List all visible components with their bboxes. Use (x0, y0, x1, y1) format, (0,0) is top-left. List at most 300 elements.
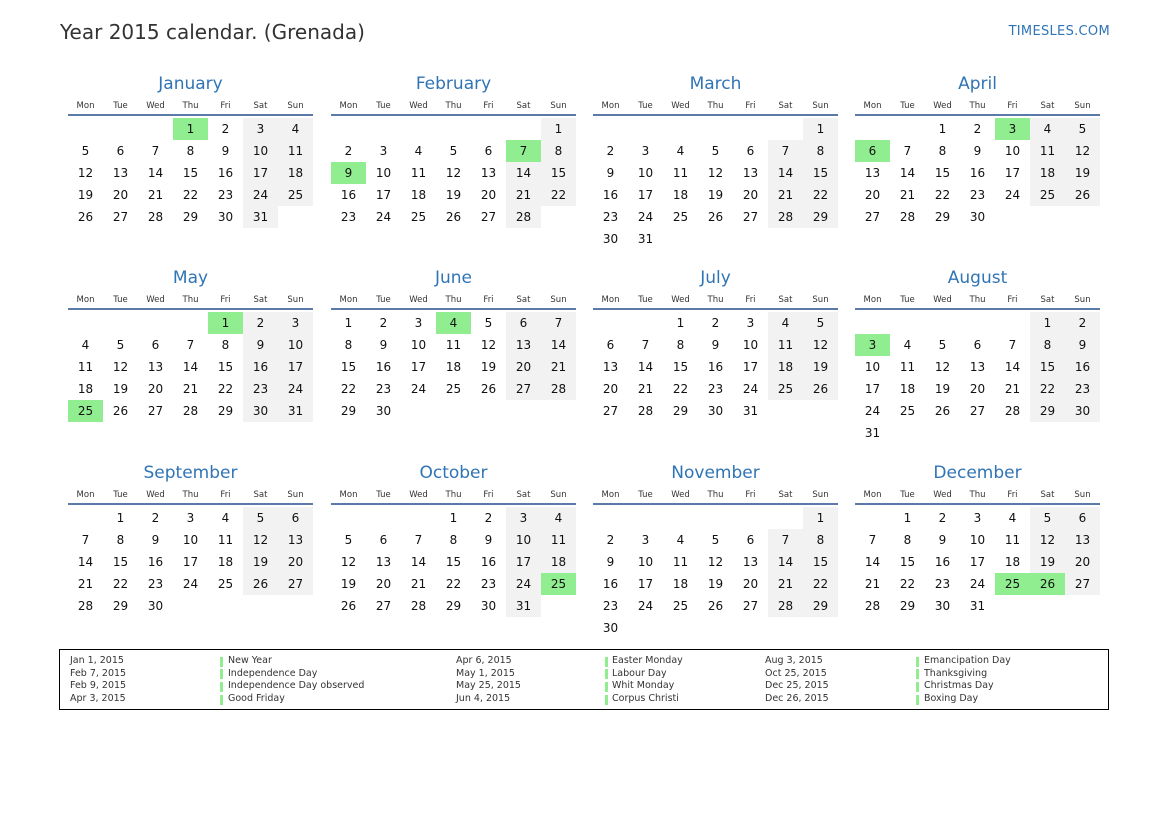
day-cell: 5 (484, 316, 493, 330)
day-cell: 1 (903, 511, 912, 525)
weekday-label: Wed (146, 490, 165, 500)
day-cell: 2 (151, 511, 160, 525)
day-cell: 23 (375, 382, 392, 396)
weekday-header (855, 487, 1100, 505)
day-cell: 16 (602, 577, 619, 591)
month-name: March (689, 74, 742, 94)
day-cell: 18 (445, 360, 462, 374)
day-cell: 27 (742, 210, 759, 224)
day-cell: 23 (147, 577, 164, 591)
day-cell: 14 (147, 166, 164, 180)
day-cell: 6 (379, 533, 388, 547)
day-cell: 3 (641, 144, 650, 158)
day-cell: 31 (969, 599, 986, 613)
weekday-label: Mon (76, 490, 95, 500)
empty-cell (366, 118, 401, 140)
day-cell: 10 (375, 166, 392, 180)
day-cell: 19 (1030, 551, 1065, 573)
weekday-label: Mon (601, 490, 620, 500)
day-cell: 7 (641, 338, 650, 352)
month-name: June (434, 268, 473, 288)
weekday-label: Sat (778, 490, 793, 500)
holiday-date: Apr 6, 2015 (456, 655, 512, 666)
day-cell: 18 (768, 356, 803, 378)
day-cell: 21 (182, 382, 199, 396)
day-cell: 15 (672, 360, 689, 374)
weekday-label: Thu (969, 101, 986, 111)
day-cell: 11 (217, 533, 234, 547)
weekday-label: Mon (339, 101, 358, 111)
day-cell: 27 (375, 599, 392, 613)
day-cell: 1 (116, 511, 125, 525)
day-cell: 1 (344, 316, 353, 330)
day-cell: 12 (112, 360, 129, 374)
day-grid (68, 507, 313, 617)
weekday-label: Fri (1007, 295, 1018, 305)
weekday-label: Thu (969, 490, 986, 500)
day-cell: 26 (77, 210, 94, 224)
day-cell: 19 (803, 356, 838, 378)
holiday-marker (220, 657, 223, 667)
weekday-label: Thu (707, 101, 724, 111)
day-cell: 5 (938, 338, 947, 352)
day-cell: 14 (182, 360, 199, 374)
day-cell: 20 (969, 382, 986, 396)
holiday-marker (605, 669, 608, 679)
empty-cell (890, 312, 925, 334)
empty-cell (768, 507, 803, 529)
day-cell: 15 (934, 166, 951, 180)
day-cell: 23 (1065, 378, 1100, 400)
day-cell: 6 (746, 533, 755, 547)
weekday-label: Fri (483, 490, 494, 500)
day-cell: 26 (480, 382, 497, 396)
day-cell: 4 (1030, 118, 1065, 140)
day-cell: 1 (803, 118, 838, 140)
weekday-label: Wed (671, 101, 690, 111)
day-cell: 7 (1008, 338, 1017, 352)
day-cell: 24 (182, 577, 199, 591)
brand-link[interactable]: TIMESLES.COM (1008, 24, 1110, 39)
holiday-day-cell: 1 (208, 312, 243, 334)
day-cell: 10 (864, 360, 881, 374)
holiday-date: Feb 7, 2015 (70, 667, 127, 679)
day-cell: 2 (938, 511, 947, 525)
day-cell: 5 (81, 144, 90, 158)
weekday-label: Mon (339, 295, 358, 305)
day-cell: 31 (637, 232, 654, 246)
empty-cell (593, 312, 628, 334)
empty-cell (855, 118, 890, 140)
day-cell: 14 (77, 555, 94, 569)
day-cell: 20 (864, 188, 881, 202)
weekday-label: Wed (146, 295, 165, 305)
day-cell: 25 (1030, 184, 1065, 206)
month-october (331, 463, 576, 617)
day-cell: 2 (484, 511, 493, 525)
month-name: November (671, 463, 760, 483)
day-cell: 1 (449, 511, 458, 525)
day-cell: 3 (186, 511, 195, 525)
day-cell: 18 (899, 382, 916, 396)
day-cell: 24 (742, 382, 759, 396)
day-cell: 14 (1004, 360, 1021, 374)
day-cell: 17 (969, 555, 986, 569)
day-cell: 16 (707, 360, 724, 374)
day-cell: 23 (480, 577, 497, 591)
day-grid (593, 312, 838, 422)
day-cell: 12 (77, 166, 94, 180)
empty-cell (628, 507, 663, 529)
month-january (68, 74, 313, 228)
day-cell: 3 (243, 118, 278, 140)
day-cell: 25 (410, 210, 427, 224)
weekday-header (331, 98, 576, 116)
empty-cell (401, 507, 436, 529)
empty-cell (663, 118, 698, 140)
weekday-label: Tue (113, 295, 128, 305)
holiday-day-cell: 25 (68, 400, 103, 422)
day-cell: 11 (672, 555, 689, 569)
weekday-label: Mon (601, 295, 620, 305)
day-cell: 24 (637, 210, 654, 224)
day-cell: 12 (934, 360, 951, 374)
day-cell: 4 (1008, 511, 1017, 525)
day-cell: 9 (1065, 334, 1100, 356)
day-cell: 13 (864, 166, 881, 180)
day-cell: 9 (221, 144, 230, 158)
empty-cell (593, 507, 628, 529)
day-cell: 7 (186, 338, 195, 352)
day-cell: 8 (449, 533, 458, 547)
day-cell: 22 (541, 184, 576, 206)
weekday-label: Thu (969, 295, 986, 305)
day-cell: 18 (1030, 162, 1065, 184)
day-cell: 25 (899, 404, 916, 418)
page-title: Year 2015 calendar. (Grenada) (60, 20, 365, 44)
day-cell: 30 (243, 400, 278, 422)
day-cell: 27 (969, 404, 986, 418)
weekday-label: Tue (900, 295, 915, 305)
day-cell: 2 (379, 316, 388, 330)
month-september (68, 463, 313, 617)
day-cell: 4 (221, 511, 230, 525)
holiday-date: Feb 9, 2015 (70, 680, 127, 692)
holiday-name: Easter Monday (612, 655, 683, 666)
weekday-label: Fri (483, 295, 494, 305)
day-cell: 10 (506, 529, 541, 551)
weekday-label: Sat (253, 295, 268, 305)
day-cell: 28 (637, 404, 654, 418)
day-cell: 6 (151, 338, 160, 352)
day-cell: 10 (637, 166, 654, 180)
day-cell: 14 (410, 555, 427, 569)
day-cell: 21 (147, 188, 164, 202)
weekday-label: Tue (376, 295, 391, 305)
month-june (331, 268, 576, 422)
day-cell: 25 (445, 382, 462, 396)
holiday-date: Oct 25, 2015 (765, 667, 827, 679)
holiday-name: Boxing Day (924, 693, 979, 705)
day-cell: 27 (506, 378, 541, 400)
day-cell: 20 (147, 382, 164, 396)
day-cell: 5 (711, 144, 720, 158)
day-cell: 29 (899, 599, 916, 613)
weekday-label: Sat (516, 101, 531, 111)
day-cell: 13 (742, 555, 759, 569)
empty-cell (628, 312, 663, 334)
day-cell: 9 (379, 338, 388, 352)
weekday-label: Sun (287, 490, 304, 500)
day-cell: 16 (602, 188, 619, 202)
day-cell: 9 (973, 144, 982, 158)
day-cell: 2 (344, 144, 353, 158)
weekday-label: Sun (287, 295, 304, 305)
day-cell: 4 (541, 507, 576, 529)
day-cell: 11 (541, 529, 576, 551)
weekday-label: Sun (812, 295, 829, 305)
day-cell: 23 (969, 188, 986, 202)
empty-cell (628, 118, 663, 140)
holiday-name: Thanksgiving (924, 667, 988, 679)
day-cell: 23 (340, 210, 357, 224)
day-cell: 4 (278, 118, 313, 140)
day-cell: 30 (375, 404, 392, 418)
day-cell: 17 (1004, 166, 1021, 180)
holiday-day-cell: 1 (173, 118, 208, 140)
day-cell: 19 (445, 188, 462, 202)
day-cell: 3 (641, 533, 650, 547)
day-cell: 6 (606, 338, 615, 352)
weekday-label: Fri (745, 101, 756, 111)
day-cell: 18 (672, 188, 689, 202)
day-cell: 30 (602, 232, 619, 246)
day-cell: 9 (151, 533, 160, 547)
day-cell: 20 (742, 577, 759, 591)
day-cell: 9 (243, 334, 278, 356)
day-cell: 28 (541, 378, 576, 400)
weekday-label: Sat (778, 295, 793, 305)
day-cell: 2 (606, 144, 615, 158)
day-cell: 11 (1030, 140, 1065, 162)
month-august (855, 268, 1100, 444)
weekday-label: Fri (745, 295, 756, 305)
day-cell: 8 (676, 338, 685, 352)
day-cell: 3 (973, 511, 982, 525)
empty-cell (331, 507, 366, 529)
day-cell: 16 (243, 356, 278, 378)
month-name: August (947, 268, 1008, 288)
holiday-marker (916, 669, 919, 679)
weekday-label: Thu (182, 295, 199, 305)
weekday-label: Tue (113, 490, 128, 500)
day-grid (855, 507, 1100, 617)
day-cell: 8 (803, 529, 838, 551)
empty-cell (855, 312, 890, 334)
day-cell: 25 (672, 599, 689, 613)
day-cell: 18 (410, 188, 427, 202)
weekday-label: Wed (671, 490, 690, 500)
holiday-marker (916, 657, 919, 667)
day-cell: 19 (243, 551, 278, 573)
day-cell: 26 (934, 404, 951, 418)
empty-cell (733, 507, 768, 529)
day-cell: 24 (969, 577, 986, 591)
holiday-day-cell: 25 (995, 573, 1030, 595)
day-cell: 25 (217, 577, 234, 591)
empty-cell (925, 312, 960, 334)
day-cell: 27 (742, 599, 759, 613)
day-cell: 6 (484, 144, 493, 158)
weekday-label: Fri (1007, 101, 1018, 111)
day-cell: 21 (864, 577, 881, 591)
day-cell: 1 (803, 507, 838, 529)
empty-cell (68, 118, 103, 140)
holiday-marker (220, 669, 223, 679)
day-cell: 24 (864, 404, 881, 418)
day-cell: 21 (541, 356, 576, 378)
day-cell: 7 (81, 533, 90, 547)
day-cell: 12 (707, 555, 724, 569)
weekday-label: Tue (113, 101, 128, 111)
day-cell: 28 (864, 599, 881, 613)
day-cell: 15 (112, 555, 129, 569)
day-cell: 21 (899, 188, 916, 202)
day-cell: 9 (484, 533, 493, 547)
day-cell: 10 (969, 533, 986, 547)
day-cell: 13 (480, 166, 497, 180)
day-cell: 16 (969, 166, 986, 180)
day-cell: 2 (243, 312, 278, 334)
day-cell: 14 (637, 360, 654, 374)
day-cell: 17 (637, 577, 654, 591)
holiday-day-cell: 9 (331, 162, 366, 184)
day-cell: 10 (182, 533, 199, 547)
day-cell: 15 (899, 555, 916, 569)
day-cell: 13 (278, 529, 313, 551)
day-cell: 13 (969, 360, 986, 374)
day-cell: 22 (217, 382, 234, 396)
day-cell: 23 (934, 577, 951, 591)
holiday-day-cell: 6 (855, 140, 890, 162)
day-cell: 8 (186, 144, 195, 158)
day-grid (68, 312, 313, 422)
day-cell: 19 (707, 188, 724, 202)
empty-cell (768, 118, 803, 140)
day-cell: 17 (506, 551, 541, 573)
weekday-label: Mon (76, 295, 95, 305)
day-grid (68, 118, 313, 228)
holiday-name: Emancipation Day (924, 655, 1011, 666)
day-cell: 9 (711, 338, 720, 352)
weekday-label: Tue (638, 101, 653, 111)
day-cell: 24 (637, 599, 654, 613)
empty-cell (995, 312, 1030, 334)
day-cell: 5 (803, 312, 838, 334)
day-cell: 25 (672, 210, 689, 224)
day-cell: 11 (278, 140, 313, 162)
day-cell: 28 (1004, 404, 1021, 418)
weekday-label: Wed (409, 490, 428, 500)
day-cell: 23 (602, 599, 619, 613)
day-cell: 20 (112, 188, 129, 202)
day-cell: 3 (278, 312, 313, 334)
day-cell: 15 (803, 162, 838, 184)
day-cell: 8 (116, 533, 125, 547)
day-cell: 15 (803, 551, 838, 573)
day-cell: 30 (602, 621, 619, 635)
weekday-label: Wed (671, 295, 690, 305)
day-cell: 6 (506, 312, 541, 334)
day-cell: 20 (480, 188, 497, 202)
empty-cell (68, 312, 103, 334)
empty-cell (401, 118, 436, 140)
day-cell: 19 (707, 577, 724, 591)
day-cell: 5 (1065, 118, 1100, 140)
holiday-marker (605, 695, 608, 705)
day-cell: 15 (182, 166, 199, 180)
weekday-label: Sun (550, 490, 567, 500)
day-cell: 13 (1065, 529, 1100, 551)
day-cell: 26 (803, 378, 838, 400)
day-cell: 16 (934, 555, 951, 569)
day-cell: 3 (746, 316, 755, 330)
weekday-label: Thu (445, 101, 462, 111)
day-cell: 7 (768, 140, 803, 162)
day-cell: 22 (899, 577, 916, 591)
day-cell: 27 (602, 404, 619, 418)
weekday-header (855, 292, 1100, 310)
weekday-label: Sun (550, 295, 567, 305)
day-cell: 13 (506, 334, 541, 356)
day-cell: 12 (340, 555, 357, 569)
day-cell: 22 (445, 577, 462, 591)
holiday-date: Apr 3, 2015 (70, 693, 126, 705)
day-cell: 18 (541, 551, 576, 573)
day-cell: 9 (938, 533, 947, 547)
day-cell: 17 (182, 555, 199, 569)
day-cell: 3 (506, 507, 541, 529)
month-april (855, 74, 1100, 228)
day-cell: 3 (379, 144, 388, 158)
day-cell: 13 (742, 166, 759, 180)
weekday-label: Sat (253, 490, 268, 500)
weekday-label: Fri (1007, 490, 1018, 500)
day-cell: 5 (243, 507, 278, 529)
day-cell: 24 (506, 573, 541, 595)
day-cell: 14 (864, 555, 881, 569)
day-cell: 12 (243, 529, 278, 551)
day-cell: 27 (1065, 573, 1100, 595)
day-cell: 29 (803, 595, 838, 617)
day-cell: 28 (506, 206, 541, 228)
holiday-name: Corpus Christi (612, 693, 679, 705)
weekday-label: Mon (863, 295, 882, 305)
day-grid (593, 507, 838, 639)
day-cell: 17 (864, 382, 881, 396)
weekday-label: Tue (900, 490, 915, 500)
day-cell: 20 (278, 551, 313, 573)
day-cell: 26 (707, 210, 724, 224)
month-may (68, 268, 313, 422)
day-cell: 26 (243, 573, 278, 595)
holiday-day-cell: 4 (436, 312, 471, 334)
weekday-label: Thu (182, 490, 199, 500)
empty-cell (173, 312, 208, 334)
day-cell: 30 (707, 404, 724, 418)
day-cell: 27 (147, 404, 164, 418)
holiday-marker (605, 657, 608, 667)
